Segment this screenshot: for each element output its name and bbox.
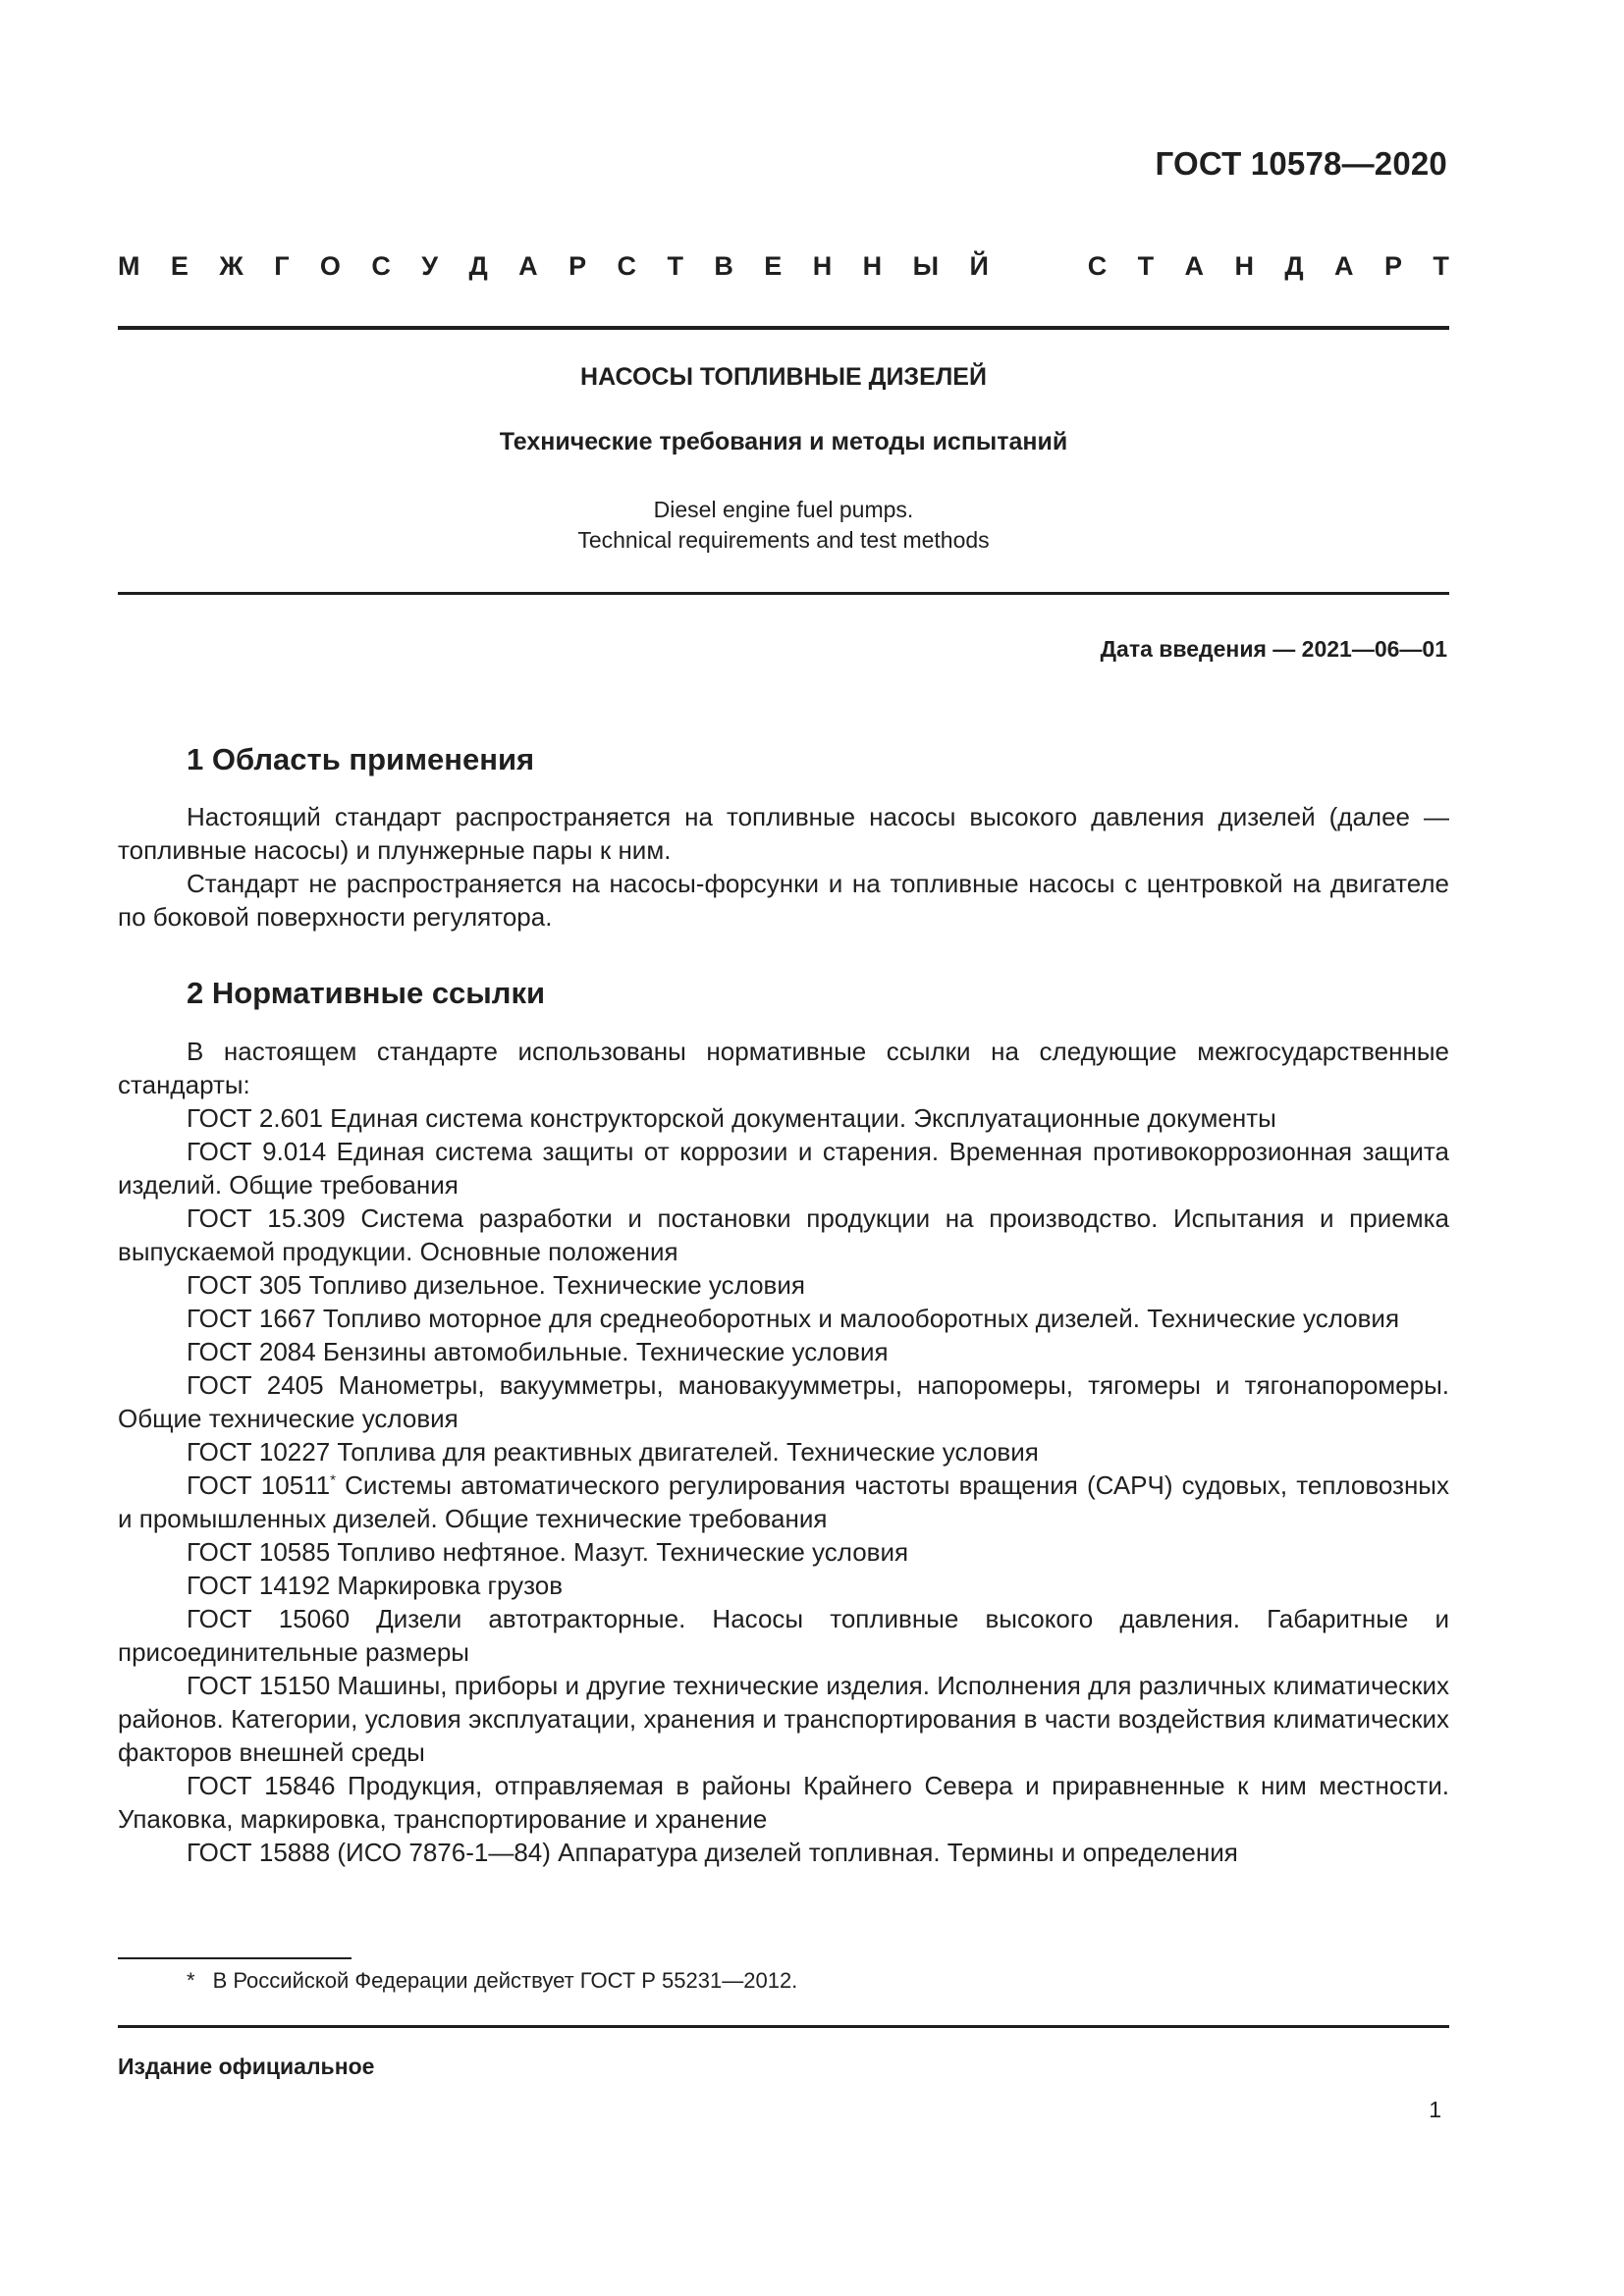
banner-letter: О — [319, 251, 341, 281]
banner-letter: Р — [1383, 251, 1402, 281]
banner-letter: Т — [1137, 251, 1155, 281]
title-rule — [118, 592, 1449, 595]
footnote-separator — [118, 1957, 352, 1959]
reference-item: ГОСТ 15060 Дизели автотракторные. Насосы топливные высокого давления. Габаритные и присоединительные размеры — [118, 1604, 1449, 1667]
footnote-mark: * — [187, 1968, 195, 1993]
reference-code: ГОСТ 10511 — [187, 1470, 331, 1500]
banner-letter: Н — [862, 251, 883, 281]
english-title-line-1: Diesel engine fuel pumps. — [653, 497, 914, 522]
header-rule — [118, 326, 1449, 330]
interstate-standard-banner — [118, 251, 1449, 282]
reference-item: ГОСТ 15888 (ИСО 7876-1—84) Аппаратура дизелей топливная. Термины и определения — [187, 1838, 1238, 1867]
reference-item: ГОСТ 2084 Бензины автомобильные. Технические условия — [187, 1337, 889, 1366]
footnote — [187, 1968, 797, 1994]
banner-letter: Г — [274, 251, 290, 281]
page-number: 1 — [1429, 2097, 1441, 2122]
english-title-line-2: Technical requirements and test methods — [577, 527, 990, 553]
document-subtitle: Технические требования и методы испытаний — [499, 428, 1068, 455]
section-1-paragraph: Стандарт не распространяется на насосы-форсунки и на топливные насосы с центровкой на двигателе по боковой поверхности регулятора. — [118, 869, 1449, 932]
banner-letter: Й — [969, 251, 989, 281]
section-1-heading: 1 Область применения — [187, 742, 535, 776]
section-2-body — [118, 1035, 1449, 1869]
reference-item: ГОСТ 9.014 Единая система защиты от коррозии и старения. Временная противокоррозионная защита изделий. Общие требования — [118, 1137, 1449, 1200]
banner-letter: В — [714, 251, 733, 281]
section-2-heading: 2 Нормативные ссылки — [187, 976, 546, 1010]
footnote-text: В Российской Федерации действует ГОСТ Р 55231—2012. — [212, 1968, 798, 1993]
banner-letter: Т — [1433, 251, 1449, 281]
gost-number: ГОСТ 10578—2020 — [1155, 145, 1447, 182]
banner-letter: Н — [1234, 251, 1254, 281]
banner-letter: У — [421, 251, 439, 281]
banner-letter: Е — [764, 251, 783, 281]
reference-item: ГОСТ 2.601 Единая система конструкторской документации. Эксплуатационные документы — [187, 1103, 1276, 1133]
document-title: НАСОСЫ ТОПЛИВНЫЕ ДИЗЕЛЕЙ — [580, 363, 987, 391]
official-edition-label: Издание официальное — [118, 2054, 375, 2079]
footer-rule — [118, 2025, 1449, 2028]
reference-item: ГОСТ 15150 Машины, приборы и другие технические изделия. Исполнения для различных климатических районов. Категории, условия эксплуатации, хранения и транспортирования в части воздействия климатических факторов внешней среды — [118, 1671, 1449, 1767]
banner-letter: Н — [812, 251, 833, 281]
banner-word-gap — [1019, 251, 1056, 282]
section-2-intro: В настоящем стандарте использованы нормативные ссылки на следующие межгосударственные стандарты: — [118, 1037, 1449, 1099]
banner-letter: М — [118, 251, 140, 281]
banner-letter: Т — [667, 251, 683, 281]
banner-letter: С — [371, 251, 391, 281]
section-1-paragraph: Настоящий стандарт распространяется на топливные насосы высокого давления дизелей (далее — топливные насосы) и плунжерные пары к ним. — [118, 802, 1449, 865]
reference-item: ГОСТ 15.309 Система разработки и постановки продукции на производство. Испытания и приемка выпускаемой продукции. Основные положения — [118, 1203, 1449, 1266]
reference-item: ГОСТ 1667 Топливо моторное для среднеоборотных и малооборотных дизелей. Технические условия — [187, 1304, 1400, 1333]
section-1-body — [118, 800, 1449, 934]
banner-letter: А — [518, 251, 538, 281]
banner-letter: Ы — [912, 251, 940, 281]
banner-letter: А — [1334, 251, 1354, 281]
reference-item-footnoted — [118, 1468, 1449, 1535]
reference-item: ГОСТ 10227 Топлива для реактивных двигателей. Технические условия — [187, 1437, 1039, 1467]
reference-item: ГОСТ 2405 Манометры, вакуумметры, мановакуумметры, напоромеры, тягомеры и тягонапоромеры. Общие технические условия — [118, 1370, 1449, 1433]
reference-item: ГОСТ 305 Топливо дизельное. Технические условия — [187, 1270, 805, 1300]
footnote-marker: * — [330, 1471, 336, 1489]
banner-letter: Е — [170, 251, 189, 281]
reference-item: ГОСТ 14192 Маркировка грузов — [187, 1571, 564, 1600]
banner-letter: Д — [468, 251, 488, 281]
banner-letter: Д — [1284, 251, 1304, 281]
banner-letter: А — [1184, 251, 1205, 281]
english-title — [118, 495, 1449, 556]
banner-letter: С — [1087, 251, 1108, 281]
introduction-date: Дата введения — 2021—06—01 — [1100, 636, 1447, 662]
banner-letter: Ж — [219, 251, 244, 281]
reference-item: ГОСТ 10585 Топливо нефтяное. Мазут. Технические условия — [187, 1537, 909, 1567]
reference-item: ГОСТ 15846 Продукция, отправляемая в районы Крайнего Севера и приравненные к ним местности. Упаковка, маркировка, транспортирование и хранение — [118, 1771, 1449, 1834]
reference-title: Системы автоматического регулирования частоты вращения (САРЧ) судовых, тепловозных и промышленных дизелей. Общие технические требования — [118, 1470, 1449, 1533]
banner-letter: Р — [568, 251, 587, 281]
banner-letter: С — [617, 251, 637, 281]
